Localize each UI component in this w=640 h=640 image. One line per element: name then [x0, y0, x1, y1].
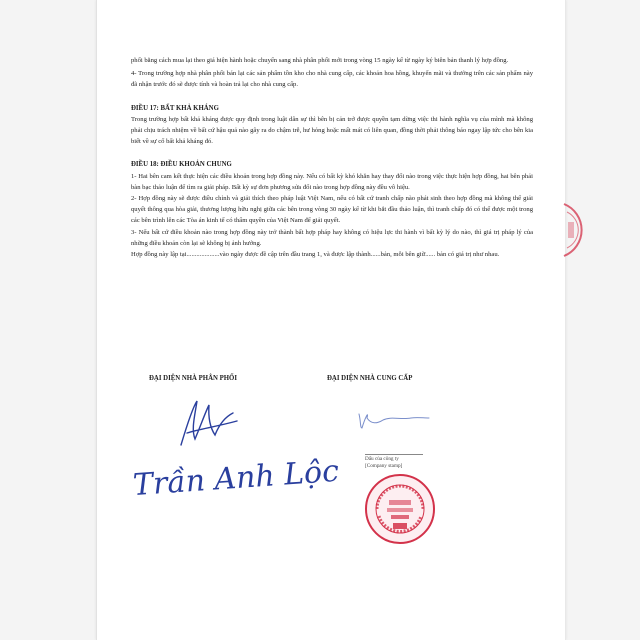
contract-body: [131, 55, 533, 260]
supplier-signature: [355, 404, 435, 434]
contract-page: [96, 0, 566, 640]
paragraph: 3- Nếu bất cứ điều khoản nào trong hợp đồng này trở thành bất hợp pháp hay không có hiệu lực thi hành vì bất kỳ lý do nào, thì giá trị pháp lý của những điều khoản còn lại sẽ không bị ảnh hưởng.: [131, 228, 533, 247]
company-stamp-note: [365, 454, 423, 470]
paragraph: Trong trường hợp bất khả kháng được quy định trong luật dân sự thì bên bị cản trở được quyền tạm dừng việc thi hành nghĩa vụ của mình mà không phải chịu trách nhiệm về bất cứ hậu quả nào gây ra do chậm trễ, hư hỏng hoặc mất mát có liên quan, đồng thời phải thông báo ngay lập tức cho bên kia biết về sự cố bất khả kháng đó.: [131, 115, 533, 146]
stamp-note-english: [Company stamp]: [365, 463, 403, 469]
section-heading-18: ĐIỀU 18: ĐIỀU KHOẢN CHUNG: [131, 161, 232, 169]
distributor-handwritten-name: [127, 452, 341, 504]
divider: [365, 454, 423, 455]
section-heading-17: ĐIỀU 17: BẤT KHẢ KHÁNG: [131, 104, 219, 112]
paragraph: 1- Hai bên cam kết thực hiện các điều khoản trong hợp đồng này. Nếu có bất kỳ khó khăn hay thay đổi nào trong việc thực hiện hợp đồng, hai bên phải bàn bạc thảo luận để tìm ra giải pháp. Bất kỳ sự đơn phương sửa đổi nào trong hợp đồng này đều vô hiệu.: [131, 172, 533, 191]
distributor-representative-title: ĐẠI DIỆN NHÀ PHÂN PHỐI: [149, 375, 237, 382]
distributor-signature: [175, 395, 245, 450]
svg-text:Trần Anh Lộc: Trần Anh Lộc: [131, 453, 341, 504]
paragraph: 2- Hợp đồng này sẽ được điều chỉnh và giải thích theo pháp luật Việt Nam, nếu có bất cứ tranh chấp nào phát sinh theo hợp đồng mà không thể giải quyết thông qua hòa giải, thương lượng hữu nghị giữa các bên trong vòng 30 ngày kể từ khi bắt đầu thảo luận, thì tranh chấp đó có thể được một trong các bên trình lên các Tòa án kinh tế có thẩm quyền của Việt Nam để giải quyết.: [131, 195, 533, 225]
stamp-note-vietnamese: Dấu của công ty: [365, 456, 399, 462]
partial-seal-edge: [548, 200, 578, 260]
paragraph: phối bằng cách mua lại theo giá hiện hành hoặc chuyển sang nhà phân phối mới trong vòng 15 ngày kể từ ngày ký biên bản thanh lý hợp đồng.: [131, 57, 509, 64]
paragraph: 4- Trong trường hợp nhà phân phối bán lại các sản phẩm tồn kho cho nhà cung cấp, các khoản hoa hồng, khuyến mãi và thưởng trên các sản phẩm này đã nhận trước đó sẽ được tính và hoàn trả lại cho nhà cung cấp.: [131, 70, 533, 89]
company-seal-stamp: [363, 472, 437, 546]
supplier-representative-title: ĐẠI DIỆN NHÀ CUNG CẤP: [327, 375, 413, 382]
signature-titles: [97, 375, 565, 387]
paragraph: Hợp đồng này lập tại....................vào ngày được đề cập trên đầu trang 1, và được lập thành......bản, mỗi bên giữ...... bản có giá trị như nhau.: [131, 251, 500, 259]
